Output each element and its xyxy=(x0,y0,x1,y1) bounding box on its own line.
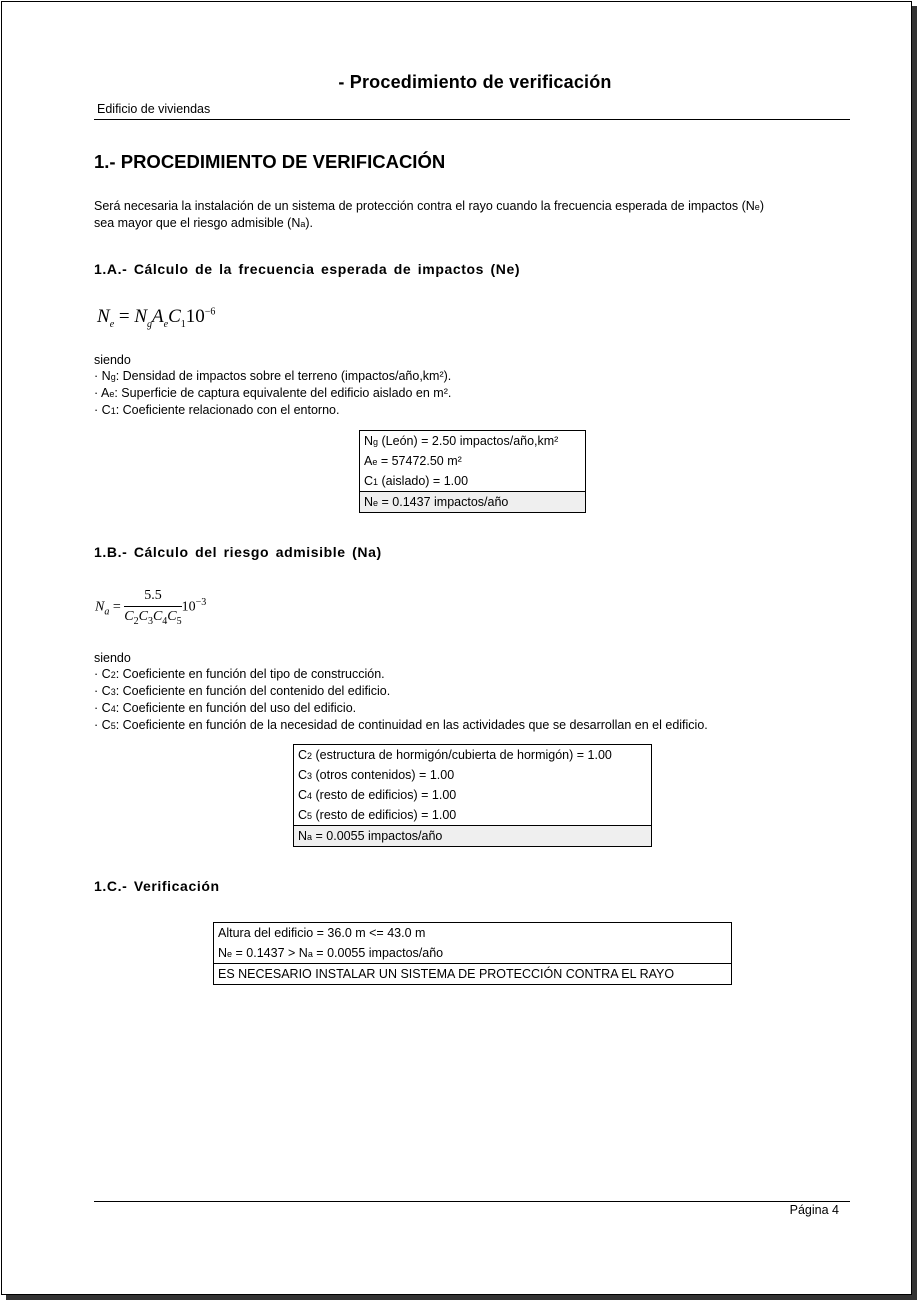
subsection-a-title: 1.A.- Cálculo de la frecuencia esperada de impactos (Ne) xyxy=(94,261,521,277)
c4-value: C4 (resto de edificios) = 1.00 xyxy=(298,788,457,802)
c3-value: C3 (otros contenidos) = 1.00 xyxy=(298,768,455,782)
formula-ne: $N_e = N_gA_eC_110^{-6}$ xyxy=(97,306,216,330)
list-item: · C5: Coeficiente en función de la necesidad de continuidad en las actividades que se desarrollan en el edificio. xyxy=(94,718,708,732)
document-page xyxy=(1,1,912,1295)
ng-value: Ng (León) = 2.50 impactos/año,km² xyxy=(364,434,559,448)
formula-na: $N_a$ = $\frac{5.5}{C_2C_3C_4C_5}$ $10^{-3}$ xyxy=(95,588,207,627)
header-title: - Procedimiento de verificación xyxy=(338,72,612,92)
c1-value: C1 (aislado) = 1.00 xyxy=(364,474,469,488)
ae-value: Ae = 57472.50 m² xyxy=(364,454,462,468)
ne-result: Ne = 0.1437 impactos/año xyxy=(360,491,585,512)
subsection-c-title: 1.C.- Verificación xyxy=(94,878,220,894)
c2-value: C2 (estructura de hormigón/cubierta de hormigón) = 1.00 xyxy=(298,748,612,762)
intro-paragraph: Será necesaria la instalación de un sistema de protección contra el rayo cuando la frecuencia esperada de impactos (Ne) sea mayor que el riesgo admisible (Na). xyxy=(94,199,764,230)
list-item: · Ae: Superficie de captura equivalente del edificio aislado en m². xyxy=(94,386,452,400)
list-item: · C2: Coeficiente en función del tipo de construcción. xyxy=(94,667,385,681)
header-subtitle: Edificio de viviendas xyxy=(97,102,211,116)
header-rule xyxy=(94,119,850,120)
na-result: Na = 0.0055 impactos/año xyxy=(294,825,651,846)
page-number: Página 4 xyxy=(789,1203,839,1217)
c5-value: C5 (resto de edificios) = 1.00 xyxy=(298,808,457,822)
frequency-comparison: Ne = 0.1437 > Na = 0.0055 impactos/año xyxy=(218,946,444,960)
na-variable-list xyxy=(94,650,708,734)
footer-rule xyxy=(94,1201,850,1202)
siendo-label: siendo xyxy=(94,353,131,367)
list-item: · C4: Coeficiente en función del uso del edificio. xyxy=(94,701,357,715)
height-check: Altura del edificio = 36.0 m <= 43.0 m xyxy=(218,926,426,940)
ne-variable-list xyxy=(94,352,451,419)
list-item: · C1: Coeficiente relacionado con el entorno. xyxy=(94,403,340,417)
list-item: · C3: Coeficiente en función del contenido del edificio. xyxy=(94,684,391,698)
na-values-box xyxy=(293,744,652,847)
ne-values-box xyxy=(359,430,586,513)
verification-result: ES NECESARIO INSTALAR UN SISTEMA DE PROTECCIÓN CONTRA EL RAYO xyxy=(214,963,731,984)
verification-box xyxy=(213,922,732,985)
siendo-label: siendo xyxy=(94,651,131,665)
list-item: · Ng: Densidad de impactos sobre el terreno (impactos/año,km²). xyxy=(94,369,452,383)
section-title: 1.- PROCEDIMIENTO DE VERIFICACIÓN xyxy=(94,151,446,172)
subsection-b-title: 1.B.- Cálculo del riesgo admisible (Na) xyxy=(94,544,382,560)
